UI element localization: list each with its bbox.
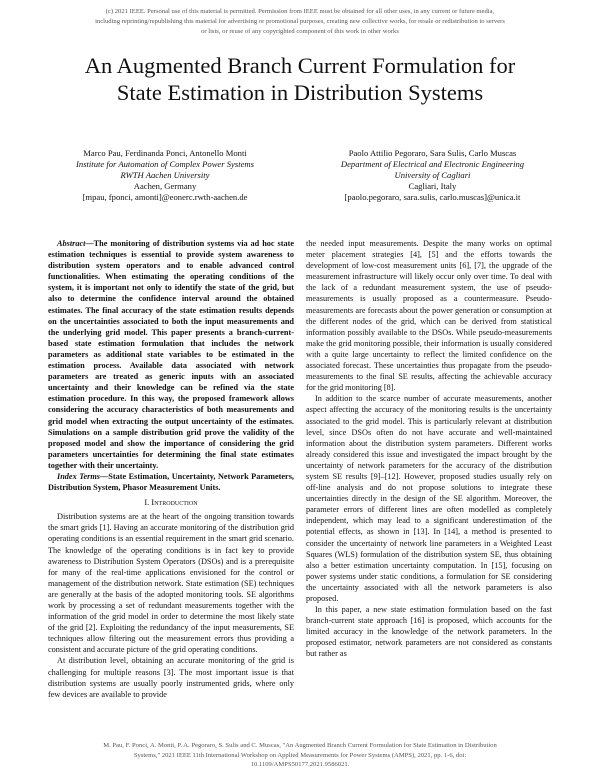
copyright-line: (c) 2021 IEEE. Personal use of this material is permitted. Permission from IEEE must be obtained for all other uses, in any current or future media, (105, 8, 495, 15)
index-terms-text: —State Estimation, Uncertainty, Network Parameters, Distribution System, Phasor Measurement Units. (48, 471, 294, 493)
abstract-label: Abstract (57, 239, 86, 248)
author-institute: Institute for Automation of Complex Power Systems (76, 159, 254, 169)
author-location: Aachen, Germany (133, 181, 197, 191)
section-title: Introduction (151, 497, 198, 508)
paragraph: In addition to the scarce number of accurate measurements, another aspect affecting the accuracy of the monitoring results is the uncertainty associated to the grid model. This is particularly relevant at distribution level, since DSOs often do not have accurate and well-maintained information about the distribution system parameters. Different works already considered this issue and investigated the impact brought by the uncertainty of network parameters for the accuracy of the distribution system SE results [9]–[12]. However, proposed studies usually rely on off-line analysis and do not propose solutions to integrate these uncertainties directly in the design of the SE algorithm. Moreover, the parameter errors of different lines are often modelled as completely independent, which may lead to a significant underestimation of the potential effects, as shown in [13]. In [14], a method is presented to consider the uncertainty of network line parameters in a Weighted Least Squares (WLS) formulation of the distribution system SE, thus obtaining also a better estimation uncertainty computation. In [15], focusing on power systems under static conditions, a formulation for SE considering the uncertainty associated with all the network parameters is also proposed. (306, 394, 552, 603)
left-column (48, 238, 294, 700)
title-line: State Estimation in Distribution Systems (116, 80, 484, 105)
author-names: Paolo Attilio Pegoraro, Sara Sulis, Carlo Muscas (348, 148, 517, 158)
title-line: An Augmented Branch Current Formulation for (84, 53, 516, 78)
paragraph: In this paper, a new state estimation formulation based on the fast branch-current state approach [16] is proposed, which accounts for the limited accuracy in the knowledge of the network parameters. In the proposed estimator, network parameters are not considered as constants but rather as (306, 605, 552, 659)
author-block-left (40, 148, 290, 203)
citation-footer (30, 741, 570, 770)
section-number: I. (144, 498, 150, 508)
author-emails: [mpau, fponci, amonti]@eonerc.rwth-aachen.de (82, 192, 248, 202)
abstract (48, 238, 294, 471)
paper-title (30, 52, 570, 106)
author-names: Marco Pau, Ferdinanda Ponci, Antonello Monti (83, 148, 247, 158)
paragraph: At distribution level, obtaining an accurate monitoring of the grid is challenging for multiple reasons [3]. The most important issue is that distribution systems are usually poorly instrumented grids, where only few devices are available to provide (48, 656, 294, 699)
footer-line: 10.1109/AMPS50177.2021.9586021. (250, 761, 350, 768)
author-institute: Department of Electrical and Electronic Engineering (340, 159, 525, 169)
footer-line: M. Pau, F. Ponci, A. Monti, P. A. Pegoraro, S. Sulis and C. Muscas, "An Augmented Branch Current Formulation for State Estimation in Distribution (103, 742, 497, 749)
paragraph: Distribution systems are at the heart of the ongoing transition towards the smart grids [1]. Having an accurate monitoring of the distribution grid operating conditions is an essential requirement in the smart grid scenario. The knowledge of the operating conditions is in fact key to provide awareness to Distribution System Operators (DSOs) and is a prerequisite for many of the real-time applications envisioned for the control or management of the distribution network. State estimation (SE) techniques are generally at the basis of the adopted monitoring tools. SE algorithms work by processing a set of redundant measurements together with the information of the grid model in order to determine the most likely state of the grid [2]. Exploiting the redundancy of the input measurements, SE techniques allow filtering out the measurement errors thus providing a consistent and accurate picture of the grid operating conditions. (48, 512, 294, 655)
index-terms-label: Index Terms (57, 471, 100, 481)
index-terms (48, 471, 294, 493)
section-heading (48, 497, 294, 508)
right-column (306, 238, 552, 660)
author-emails: [paolo.pegoraro, sara.sulis, carlo.muscas]@unica.it (344, 192, 521, 202)
copyright-line: or lists, or reuse of any copyrighted component of this work in other works (201, 28, 399, 35)
copyright-line: including reprinting/republishing this material for advertising or promotional purposes, creating new collective works, for resale or redistribution to servers (95, 18, 505, 25)
author-location: Cagliari, Italy (408, 181, 457, 191)
copyright-notice (40, 7, 560, 37)
abstract-text: —The monitoring of distribution systems via ad hoc state estimation techniques is essential to provide system awareness to distribution system operators and to enable advanced control functionalities. When estimating the operating conditions of the system, it is important not only to identify the state of the grid, but also to determine the confidence interval around the obtained estimates. The final accuracy of the state estimation results depends on the uncertainties associated to both the input measurements and the underlying grid model. This paper presents a branch-current-based state estimation formulation that includes the network parameters as additional state variables to be estimated in the estimation process. Available data associated with network parameters are treated as generic inputs with an associated uncertainty and their knowledge can be refined via the state estimation procedure. In this way, the proposed framework allows considering the accuracy characteristics of both measurements and grid model when extracting the output uncertainty of the estimates. Simulations on a sample distribution grid prove the validity of the proposed model and show the importance of considering the grid parameters uncertainties for determining the final state estimates together with their uncertainty. (48, 239, 294, 470)
paragraph: the needed input measurements. Despite the many works on optimal meter placement strategies [4], [5] and the efforts towards the development of low-cost measurement units [6], [7], the upgrade of the measurement infrastructure will likely occur only over time. To deal with the lack of a redundant measurement system, the use of pseudo-measurements is usually proposed as a countermeasure. Pseudo-measurements are forecasts about the power generation or consumption at the different nodes of the grid, which can be derived from statistical information possibly available to the DSOs. While pseudo-measurements make the grid monitoring possible, their information is usually considered with a quite large uncertainty to reflect the limited confidence on the associated forecast. These uncertainties thus propagate from the pseudo-measurements to the final SE results, affecting the achievable accuracy for the grid monitoring [8]. (306, 239, 552, 393)
author-university: University of Cagliari (394, 170, 471, 180)
footer-line: Systems," 2021 IEEE 11th International Workshop on Applied Measurements for Power Systems (AMPS), 2021, pp. 1-6, doi: (133, 751, 467, 759)
author-university: RWTH Aachen University (120, 170, 210, 180)
author-block-right (300, 148, 565, 203)
